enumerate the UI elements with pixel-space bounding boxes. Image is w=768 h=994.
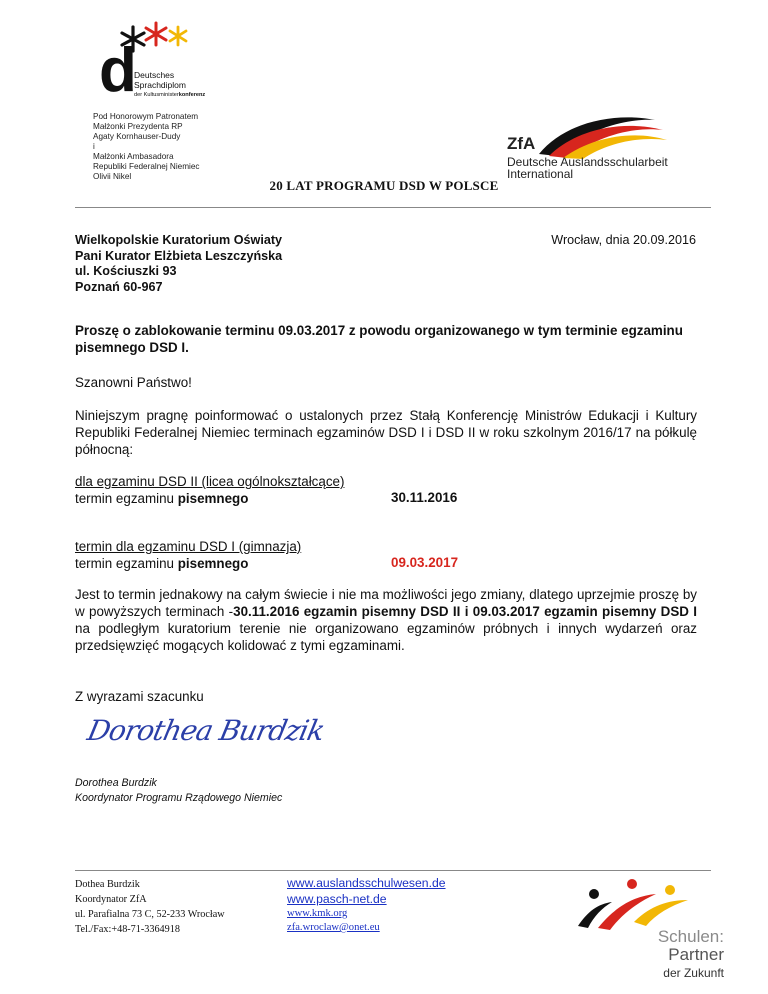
recipient-line: Pani Kurator Elżbieta Leszczyńska	[75, 248, 283, 263]
link-auslandsschulwesen[interactable]: www.auslandsschulwesen.de	[287, 876, 446, 890]
dsd-letter: d	[99, 36, 137, 105]
exam-dsd2-label	[75, 490, 248, 507]
header-divider	[75, 207, 711, 208]
zfa-line-2: International	[507, 167, 574, 181]
patronage-block	[93, 112, 200, 182]
exam-dsd1-heading: termin dla egzaminu DSD I (gimnazja)	[75, 539, 302, 554]
body-text: Jest to termin jednakowy na całym świecie i nie ma możliwości jego zmiany, dlatego uprzejmie proszę by w powyższych terminach -	[75, 587, 697, 619]
signature	[82, 700, 342, 766]
contact-line: Koordynator ZfA	[75, 894, 147, 905]
zfa-abbr: ZfA	[507, 134, 536, 153]
footer-links	[287, 875, 446, 935]
exam-label-text: termin egzaminu	[75, 556, 178, 571]
exam-label-text: termin egzaminu	[75, 491, 178, 506]
patronage-line: i	[93, 142, 95, 151]
recipient-line: Poznań 60-967	[75, 279, 163, 294]
dsd-line-1: Deutsches	[134, 70, 175, 80]
patronage-line: Pod Honorowym Patronatem	[93, 112, 199, 121]
date-line: Wrocław, dnia 20.09.2016	[551, 233, 696, 247]
patronage-line: Małżonki Ambasadora	[93, 152, 174, 161]
anniversary-title: 20 LAT PROGRAMU DSD W POLSCE	[269, 178, 499, 193]
signer-name: Dorothea Burdzik	[75, 777, 157, 789]
patronage-line: Agaty Kornhauser-Dudy	[93, 132, 181, 141]
recipient-line: ul. Kościuszki 93	[75, 264, 177, 278]
patronage-line: Małżonki Prezydenta RP	[93, 122, 183, 131]
dsd-logo	[93, 18, 233, 108]
closing: Z wyrazami szacunku	[75, 689, 204, 704]
patronage-line: Republiki Federalnej Niemiec	[93, 162, 200, 171]
body-paragraph	[75, 586, 697, 654]
exam-dsd1-label	[75, 555, 248, 572]
exam-label-bold: pisemnego	[177, 491, 249, 506]
zfa-line-1: Deutsche Auslandsschularbeit	[507, 155, 668, 169]
pasch-line-2: Partner	[668, 945, 724, 964]
intro-paragraph: Niniejszym pragnę poinformować o ustalonych przez Stałą Konferencję Ministrów Edukacji i Kultury Republiki Federalnej Niemiec terminach egzaminów DSD I i DSD II w roku szkolnym 2016/17 na półkulę północną:	[75, 408, 697, 457]
link-email[interactable]: zfa.wroclaw@onet.eu	[287, 922, 380, 933]
recipient-line: Wielkopolskie Kuratorium Oświaty	[75, 233, 283, 247]
contact-line: Dothea Burdzik	[75, 879, 140, 890]
pasch-logo	[568, 876, 728, 986]
exam-dsd1-date: 09.03.2017	[391, 555, 459, 570]
dsd-line-2: Sprachdiplom	[134, 80, 186, 90]
signer-block	[75, 776, 282, 805]
link-kmk[interactable]: www.kmk.org	[287, 908, 348, 919]
signer-title: Koordynator Programu Rządowego Niemiec	[75, 791, 283, 804]
pasch-line-3: der Zukunft	[663, 966, 724, 980]
patronage-line: Olivii Nikel	[93, 172, 132, 181]
footer-contact	[75, 877, 225, 937]
exam-dsd2-heading: dla egzaminu DSD II (licea ogólnokształcące)	[75, 474, 345, 489]
dsd-line-3: der Kultusminister	[134, 92, 179, 98]
exam-dsd2-date: 30.11.2016	[391, 490, 458, 505]
body-text: na podległym kuratorium terenie nie organizowano egzaminów próbnych i innych wydarzeń oraz przedsięwzięć mogących kolidować z tymi egzaminami.	[75, 621, 697, 653]
footer-divider	[75, 870, 711, 871]
subject-line: Proszę o zablokowanie terminu 09.03.2017 z powodu organizowanego w tym terminie egzaminu pisemnego DSD I.	[75, 323, 683, 355]
recipient-address	[75, 233, 282, 295]
body-bold-text: 30.11.2016 egzamin pisemny DSD II i 09.03.2017 egzamin pisemny DSD I	[233, 604, 697, 619]
link-pasch-net[interactable]: www.pasch-net.de	[287, 892, 387, 906]
signature-text: Dorothea Burdzik	[84, 714, 328, 747]
salutation: Szanowni Państwo!	[75, 375, 192, 390]
dsd-line-3-bold: konferenz	[178, 92, 206, 98]
pasch-line-1: Schulen:	[657, 927, 724, 946]
contact-line: Tel./Fax:+48-71-3364918	[75, 924, 180, 935]
exam-label-bold: pisemnego	[177, 556, 249, 571]
pasch-figures-icon	[568, 876, 728, 931]
zfa-logo	[505, 112, 705, 187]
contact-line: ul. Parafialna 73 C, 52-233 Wrocław	[75, 909, 225, 920]
